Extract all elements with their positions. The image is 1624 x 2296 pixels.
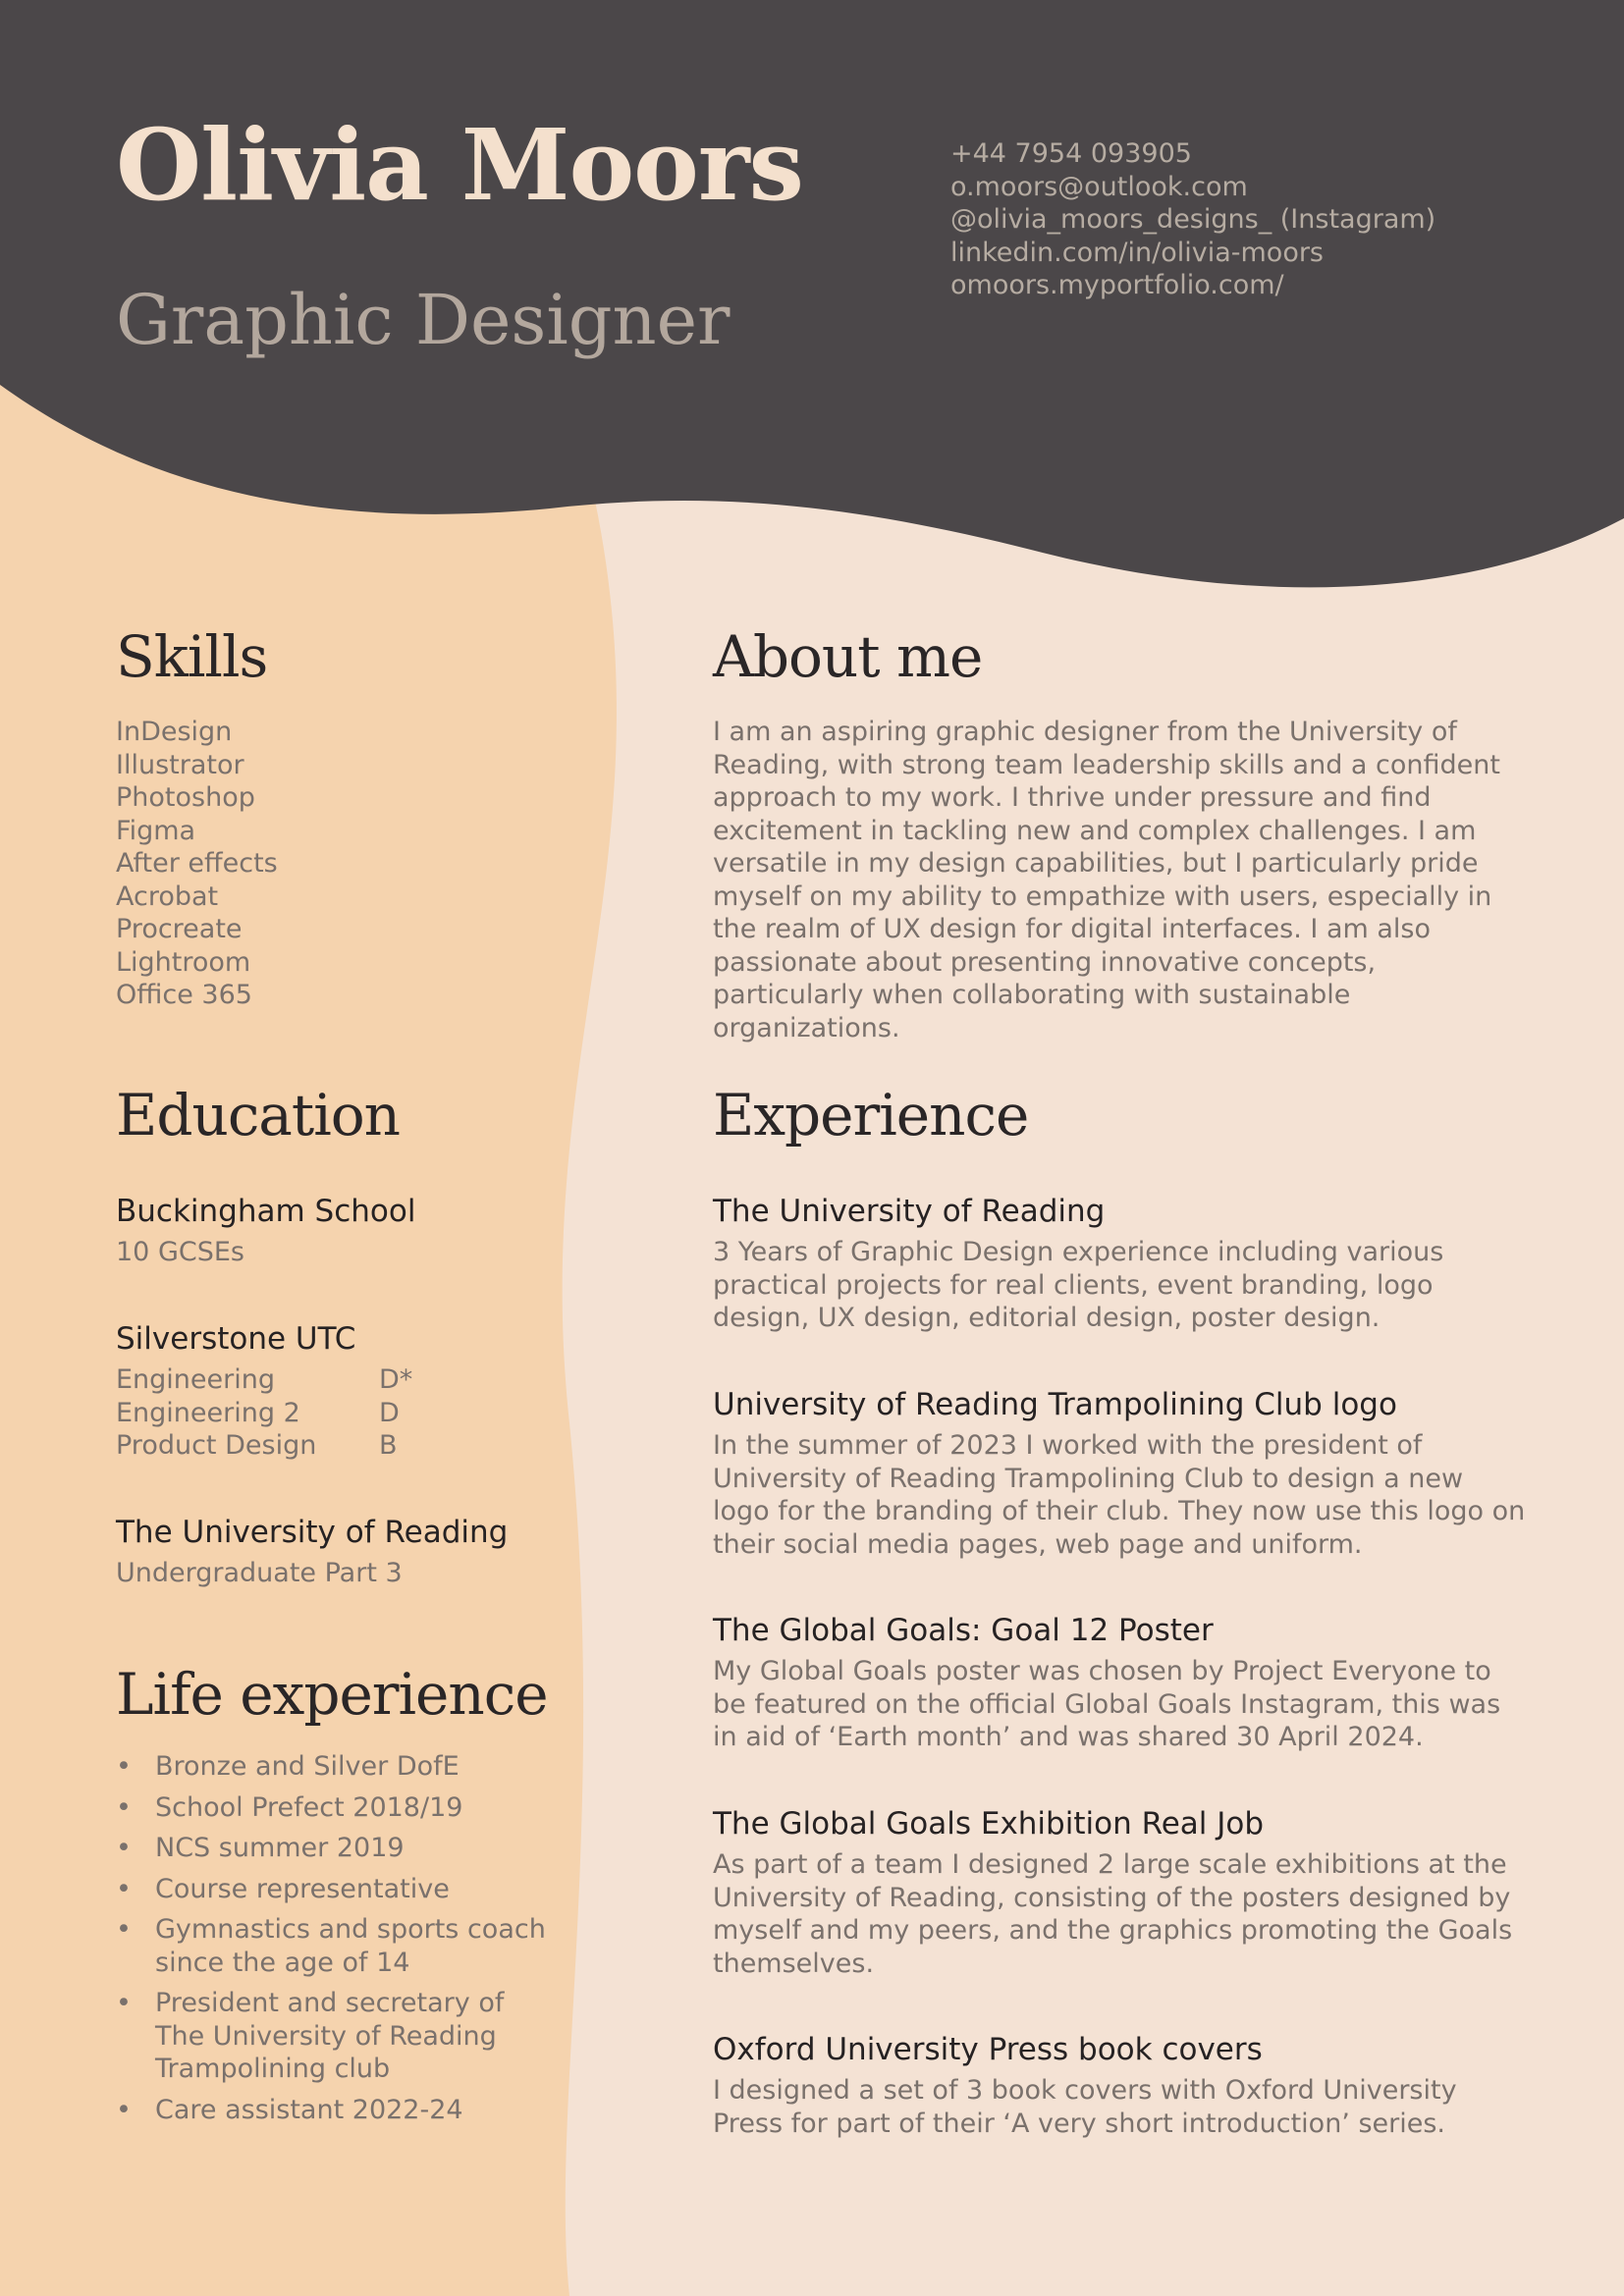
grade-subject: Engineering	[116, 1364, 275, 1395]
experience-description: I designed a set of 3 book covers with Oxford University Press for part of their ‘A very short introduction’ series.	[713, 2075, 1457, 2139]
bullet-icon: •	[116, 1791, 132, 1823]
skill-item: Illustrator	[116, 749, 244, 780]
job-title: Graphic Designer	[116, 280, 731, 360]
life-experience-list	[116, 1750, 577, 2134]
contact-linkedin: linkedin.com/in/olivia-moors	[950, 237, 1325, 268]
grade-subject: Product Design	[116, 1430, 317, 1461]
grade-value: B	[379, 1430, 398, 1461]
list-item: • Bronze and Silver DofE	[116, 1751, 460, 1782]
bullet-icon: •	[116, 2094, 132, 2125]
list-item: • School Prefect 2018/19	[116, 1791, 463, 1823]
education-school: Buckingham School	[116, 1194, 416, 1229]
experience-description: 3 Years of Graphic Design experience including various practical projects for real clients, event branding, logo design, UX design, editorial design, poster design.	[713, 1237, 1444, 1333]
education-school: Silverstone UTC	[116, 1321, 356, 1357]
experience-title: The Global Goals: Goal 12 Poster	[713, 1613, 1214, 1648]
list-item: • NCS summer 2019	[116, 1833, 405, 1863]
skill-item: InDesign	[116, 717, 233, 747]
skill-item: Photoshop	[116, 782, 255, 813]
bullet-icon: •	[116, 1873, 132, 1904]
list-item: • Gymnastics and sports coach since the age of 14	[116, 1914, 546, 1978]
contact-instagram: @olivia_moors_designs_ (Instagram)	[950, 204, 1436, 235]
contact-phone: +44 7954 093905	[950, 138, 1192, 169]
skill-item: Acrobat	[116, 881, 219, 912]
education-detail: 10 GCSEs	[116, 1237, 244, 1267]
grade-row	[116, 1363, 412, 1397]
experience-heading: Experience	[713, 1082, 1029, 1148]
contact-info	[950, 137, 1435, 302]
grade-row	[116, 1397, 412, 1430]
bullet-icon: •	[116, 1833, 132, 1863]
grade-subject: Engineering 2	[116, 1397, 300, 1428]
skill-item: After effects	[116, 848, 278, 879]
experience-description: As part of a team I designed 2 large scale exhibitions at the University of Reading, consisting of the posters designed by myself and my peers, and the graphics promoting the Goals themselves.	[713, 1849, 1513, 1979]
skill-item: Figma	[116, 815, 196, 846]
life-experience-heading: Life experience	[116, 1661, 548, 1728]
list-item: • President and secretary of The University of Reading Trampolining club	[116, 1988, 505, 2084]
education-heading: Education	[116, 1082, 401, 1148]
list-item: • Course representative	[116, 1873, 450, 1904]
experience-title: Oxford University Press book covers	[713, 2032, 1263, 2067]
bullet-icon: •	[116, 1914, 132, 1945]
about-heading: About me	[713, 623, 983, 690]
contact-portfolio: omoors.myportfolio.com/	[950, 270, 1284, 300]
skills-list	[116, 716, 278, 1012]
experience-title: The University of Reading	[713, 1194, 1106, 1229]
grade-value: D	[379, 1397, 400, 1428]
experience-description: My Global Goals poster was chosen by Project Everyone to be featured on the official Global Goals Instagram, this was in aid of ‘Earth month’ and was shared 30 April 2024.	[713, 1656, 1501, 1752]
bullet-icon: •	[116, 1988, 132, 2018]
grade-row	[116, 1429, 412, 1463]
skills-heading: Skills	[116, 623, 268, 690]
education-school: The University of Reading	[116, 1515, 509, 1550]
experience-description: In the summer of 2023 I worked with the president of University of Reading Trampolining Club to design a new logo for the branding of their club. They now use this logo on their social media pages, web page and uniform.	[713, 1430, 1526, 1560]
grade-value: D*	[379, 1364, 413, 1395]
bullet-icon: •	[116, 1751, 132, 1782]
about-text: I am an aspiring graphic designer from the University of Reading, with strong team leadership skills and a confident approach to my work. I thrive under pressure and find excitement in tackling new and complex challenges. I am versatile in my design capabilities, but I particularly pride myself on my ability to empathize with users, especially in the realm of UX design for digital interfaces. I am also passionate about presenting innovative concepts, particularly when collaborating with sustainable organizations.	[713, 717, 1500, 1043]
experience-title: University of Reading Trampolining Club logo	[713, 1387, 1397, 1422]
full-name: Olivia Moors	[116, 107, 803, 223]
skill-item: Lightroom	[116, 946, 251, 978]
education-detail: Undergraduate Part 3	[116, 1558, 403, 1588]
experience-title: The Global Goals Exhibition Real Job	[713, 1806, 1265, 1842]
skill-item: Procreate	[116, 914, 243, 944]
education-grades	[116, 1363, 412, 1463]
contact-email: o.moors@outlook.com	[950, 171, 1248, 202]
skill-item: Office 365	[116, 980, 252, 1010]
list-item: • Care assistant 2022-24	[116, 2094, 463, 2125]
